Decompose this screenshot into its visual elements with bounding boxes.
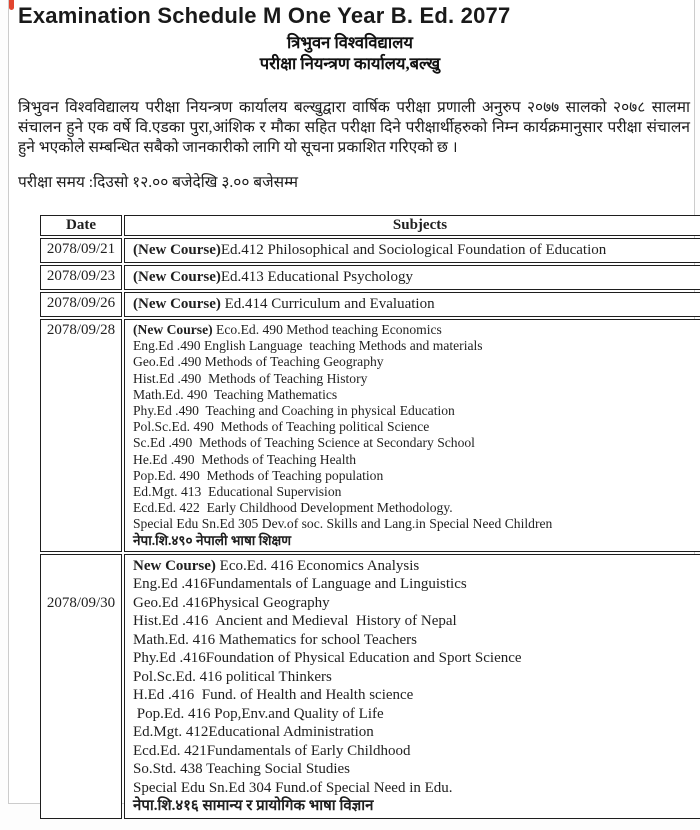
exam-time-line: परीक्षा समय :दिउसो १२.०० बजेदेखि ३.०० बजेसम्म (18, 174, 298, 191)
subject-line: Ed.Mgt. 412Educational Administration (133, 724, 374, 741)
subject-line: Eng.Ed .490 English Language teaching Methods and materials (133, 338, 483, 354)
subject-line: (New Course)Ed.412 Philosophical and Sociological Foundation of Education (133, 242, 607, 258)
subject-line: Ecd.Ed. 422 Early Childhood Development Methodology. (133, 500, 453, 516)
subject-line: Pol.Sc.Ed. 416 political Thinkers (133, 668, 332, 685)
date-cell: 2078/09/21 (40, 238, 122, 263)
subject-line: Hist.Ed .416 Ancient and Medieval History of Nepal (133, 613, 457, 630)
subject-line: H.Ed .416 Fund. of Health and Health science (133, 687, 414, 704)
table-row (40, 238, 700, 263)
subject-line: Eng.Ed .416Fundamentals of Language and Linguistics (133, 576, 467, 593)
subject-line: So.Std. 438 Teaching Social Studies (133, 761, 351, 778)
new-course-label: (New Course) (133, 269, 221, 285)
university-header (0, 32, 700, 74)
subject-line: He.Ed .490 Methods of Teaching Health (133, 451, 357, 467)
new-course-label: (New Course) (133, 296, 221, 312)
subjects-cell (124, 319, 700, 552)
subject-line: Phy.Ed .490 Teaching and Coaching in physical Education (133, 403, 455, 419)
subject-line: Special Edu Sn.Ed 304 Fund.of Special Need in Edu. (133, 779, 453, 796)
university-name: त्रिभुवन विश्वविद्यालय (287, 33, 413, 52)
subject-line: Geo.Ed .490 Methods of Teaching Geography (133, 354, 384, 370)
exam-schedule-table (38, 213, 700, 821)
date-cell: 2078/09/28 (40, 319, 122, 552)
column-header-date: Date (40, 215, 122, 236)
subjects-cell (124, 238, 700, 263)
subject-line: Ecd.Ed. 421Fundamentals of Early Childhood (133, 742, 411, 759)
page-title: Examination Schedule M One Year B. Ed. 2077 (18, 3, 511, 28)
subject-line: Special Edu Sn.Ed 305 Dev.of soc. Skills and Lang.in Special Need Children (133, 516, 553, 532)
subject-line: Sc.Ed .490 Methods of Teaching Science at Secondary School (133, 435, 475, 451)
red-cursor-mark (9, 0, 14, 10)
subject-line: Pop.Ed. 490 Methods of Teaching population (133, 467, 384, 483)
subject-line: New Course) Eco.Ed. 416 Economics Analysis (133, 557, 420, 574)
new-course-label: (New Course) (133, 322, 213, 337)
date-cell: 2078/09/30 (40, 554, 122, 819)
subject-line: Math.Ed. 490 Teaching Mathematics (133, 386, 338, 402)
header-row (40, 215, 700, 236)
subject-line: (New Course)Ed.413 Educational Psychology (133, 269, 413, 285)
table-row (40, 265, 700, 290)
table-header (40, 215, 700, 236)
subjects-cell (124, 292, 700, 317)
subject-line: नेपा.शि.४१६ सामान्य र प्रायोगिक भाषा विज्ञान (133, 798, 374, 815)
subject-line: Geo.Ed .416Physical Geography (133, 594, 330, 611)
subject-line: Pop.Ed. 416 Pop,Env.and Quality of Life (133, 705, 384, 722)
exam-office-name: परीक्षा नियन्त्रण कार्यालय,बल्खु (259, 54, 441, 73)
subject-line: Hist.Ed .490 Methods of Teaching History (133, 370, 368, 386)
subject-line: Ed.Mgt. 413 Educational Supervision (133, 484, 342, 500)
table-row (40, 319, 700, 552)
subject-line: Pol.Sc.Ed. 490 Methods of Teaching political Science (133, 419, 430, 435)
subject-line: Phy.Ed .416Foundation of Physical Education and Sport Science (133, 650, 522, 667)
subjects-cell (124, 554, 700, 819)
new-course-label: (New Course) (133, 242, 221, 258)
subject-line: (New Course) Eco.Ed. 490 Method teaching Economics (133, 322, 442, 337)
schedule-table-body (40, 238, 700, 819)
subjects-cell (124, 265, 700, 290)
table-row (40, 292, 700, 317)
date-cell: 2078/09/26 (40, 292, 122, 317)
subject-line: Math.Ed. 416 Mathematics for school Teachers (133, 631, 418, 648)
subject-line: (New Course) Ed.414 Curriculum and Evaluation (133, 296, 435, 312)
notice-paragraph: त्रिभुवन विश्वविद्यालय परीक्षा नियन्त्रण कार्यालय बल्खुद्वारा वार्षिक परीक्षा प्रणाली अनुरुप २०७७ सालको २०७८ सालमा संचालन हुने एक वर्षे वि.एडका पुरा,आंशिक र मौका सहित परीक्षा दिने परीक्षार्थीहरुको निम्न कार्यक्रमानुसार परीक्षा संचालन हुने भएकोले सम्बन्धित सबैको जानकारीको लागि यो सूचना प्रकाशित गरिएको छ । (18, 99, 690, 156)
subject-line: नेपा.शि.४९० नेपाली भाषा शिक्षण (133, 532, 292, 548)
new-course-label: New Course) (133, 557, 216, 574)
column-header-subjects: Subjects (124, 215, 700, 236)
date-cell: 2078/09/23 (40, 265, 122, 290)
table-row (40, 554, 700, 819)
